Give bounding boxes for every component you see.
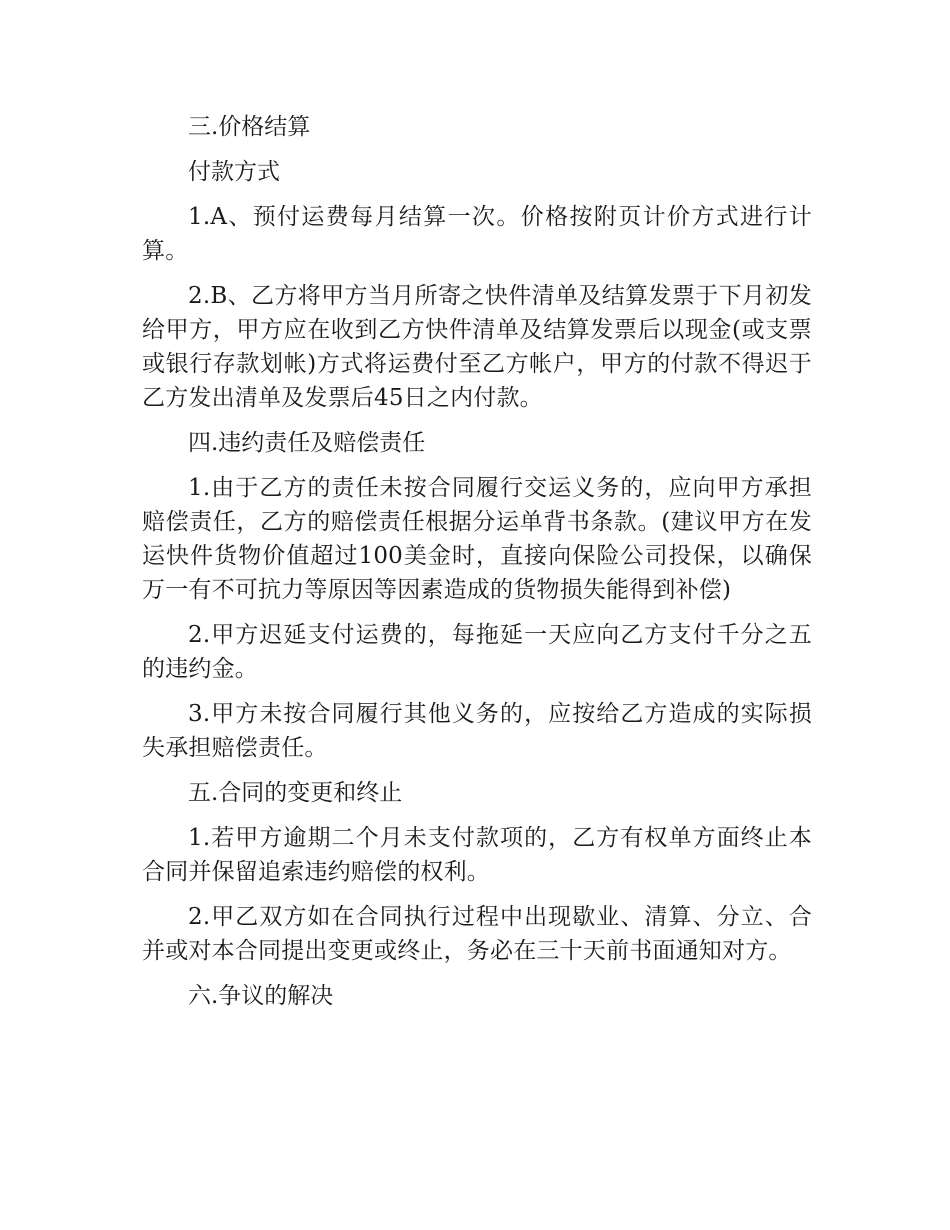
subheading-payment-method: 付款方式 — [188, 159, 280, 185]
section-heading-change-termination: 五.合同的变更和终止 — [188, 780, 403, 806]
paragraph-party-b-liability: 1.由于乙方的责任未按合同履行交运义务的，应向甲方承担赔偿责任，乙方的赔偿责任根据分运单背书条款。(建议甲方在发运快件货物价值超过100美金时，直接向保险公司投保，以确保万一有不可抗力等原因等因素造成的货物损失能得到补偿) — [142, 475, 812, 603]
paragraph-notice-of-change: 2.甲乙双方如在合同执行过程中出现歇业、清算、分立、合并或对本合同提出变更或终止，务必在三十天前书面通知对方。 — [142, 904, 812, 964]
paragraph-invoice-payment: 2.B、乙方将甲方当月所寄之快件清单及结算发票于下月初发给甲方，甲方应在收到乙方快件清单及结算发票后以现金(或支票或银行存款划帐)方式将运费付至乙方帐户，甲方的付款不得迟于乙方发出清单及发票后45日之内付款。 — [142, 283, 812, 411]
paragraph-other-obligations: 3.甲方未按合同履行其他义务的，应按给乙方造成的实际损失承担赔偿责任。 — [142, 701, 812, 761]
paragraph-late-payment-penalty: 2.甲方迟延支付运费的，每拖延一天应向乙方支付千分之五的违约金。 — [142, 622, 812, 682]
paragraph-overdue-termination: 1.若甲方逾期二个月未支付款项的，乙方有权单方面终止本合同并保留追索违约赔偿的权利。 — [142, 825, 812, 885]
section-heading-liability: 四.违约责任及赔偿责任 — [188, 430, 426, 456]
section-heading-price-settlement: 三.价格结算 — [188, 114, 311, 140]
section-heading-dispute-resolution: 六.争议的解决 — [188, 983, 334, 1009]
document-body — [142, 110, 812, 1024]
paragraph-prepaid-freight: 1.A、预付运费每月结算一次。价格按附页计价方式进行计算。 — [142, 204, 812, 264]
